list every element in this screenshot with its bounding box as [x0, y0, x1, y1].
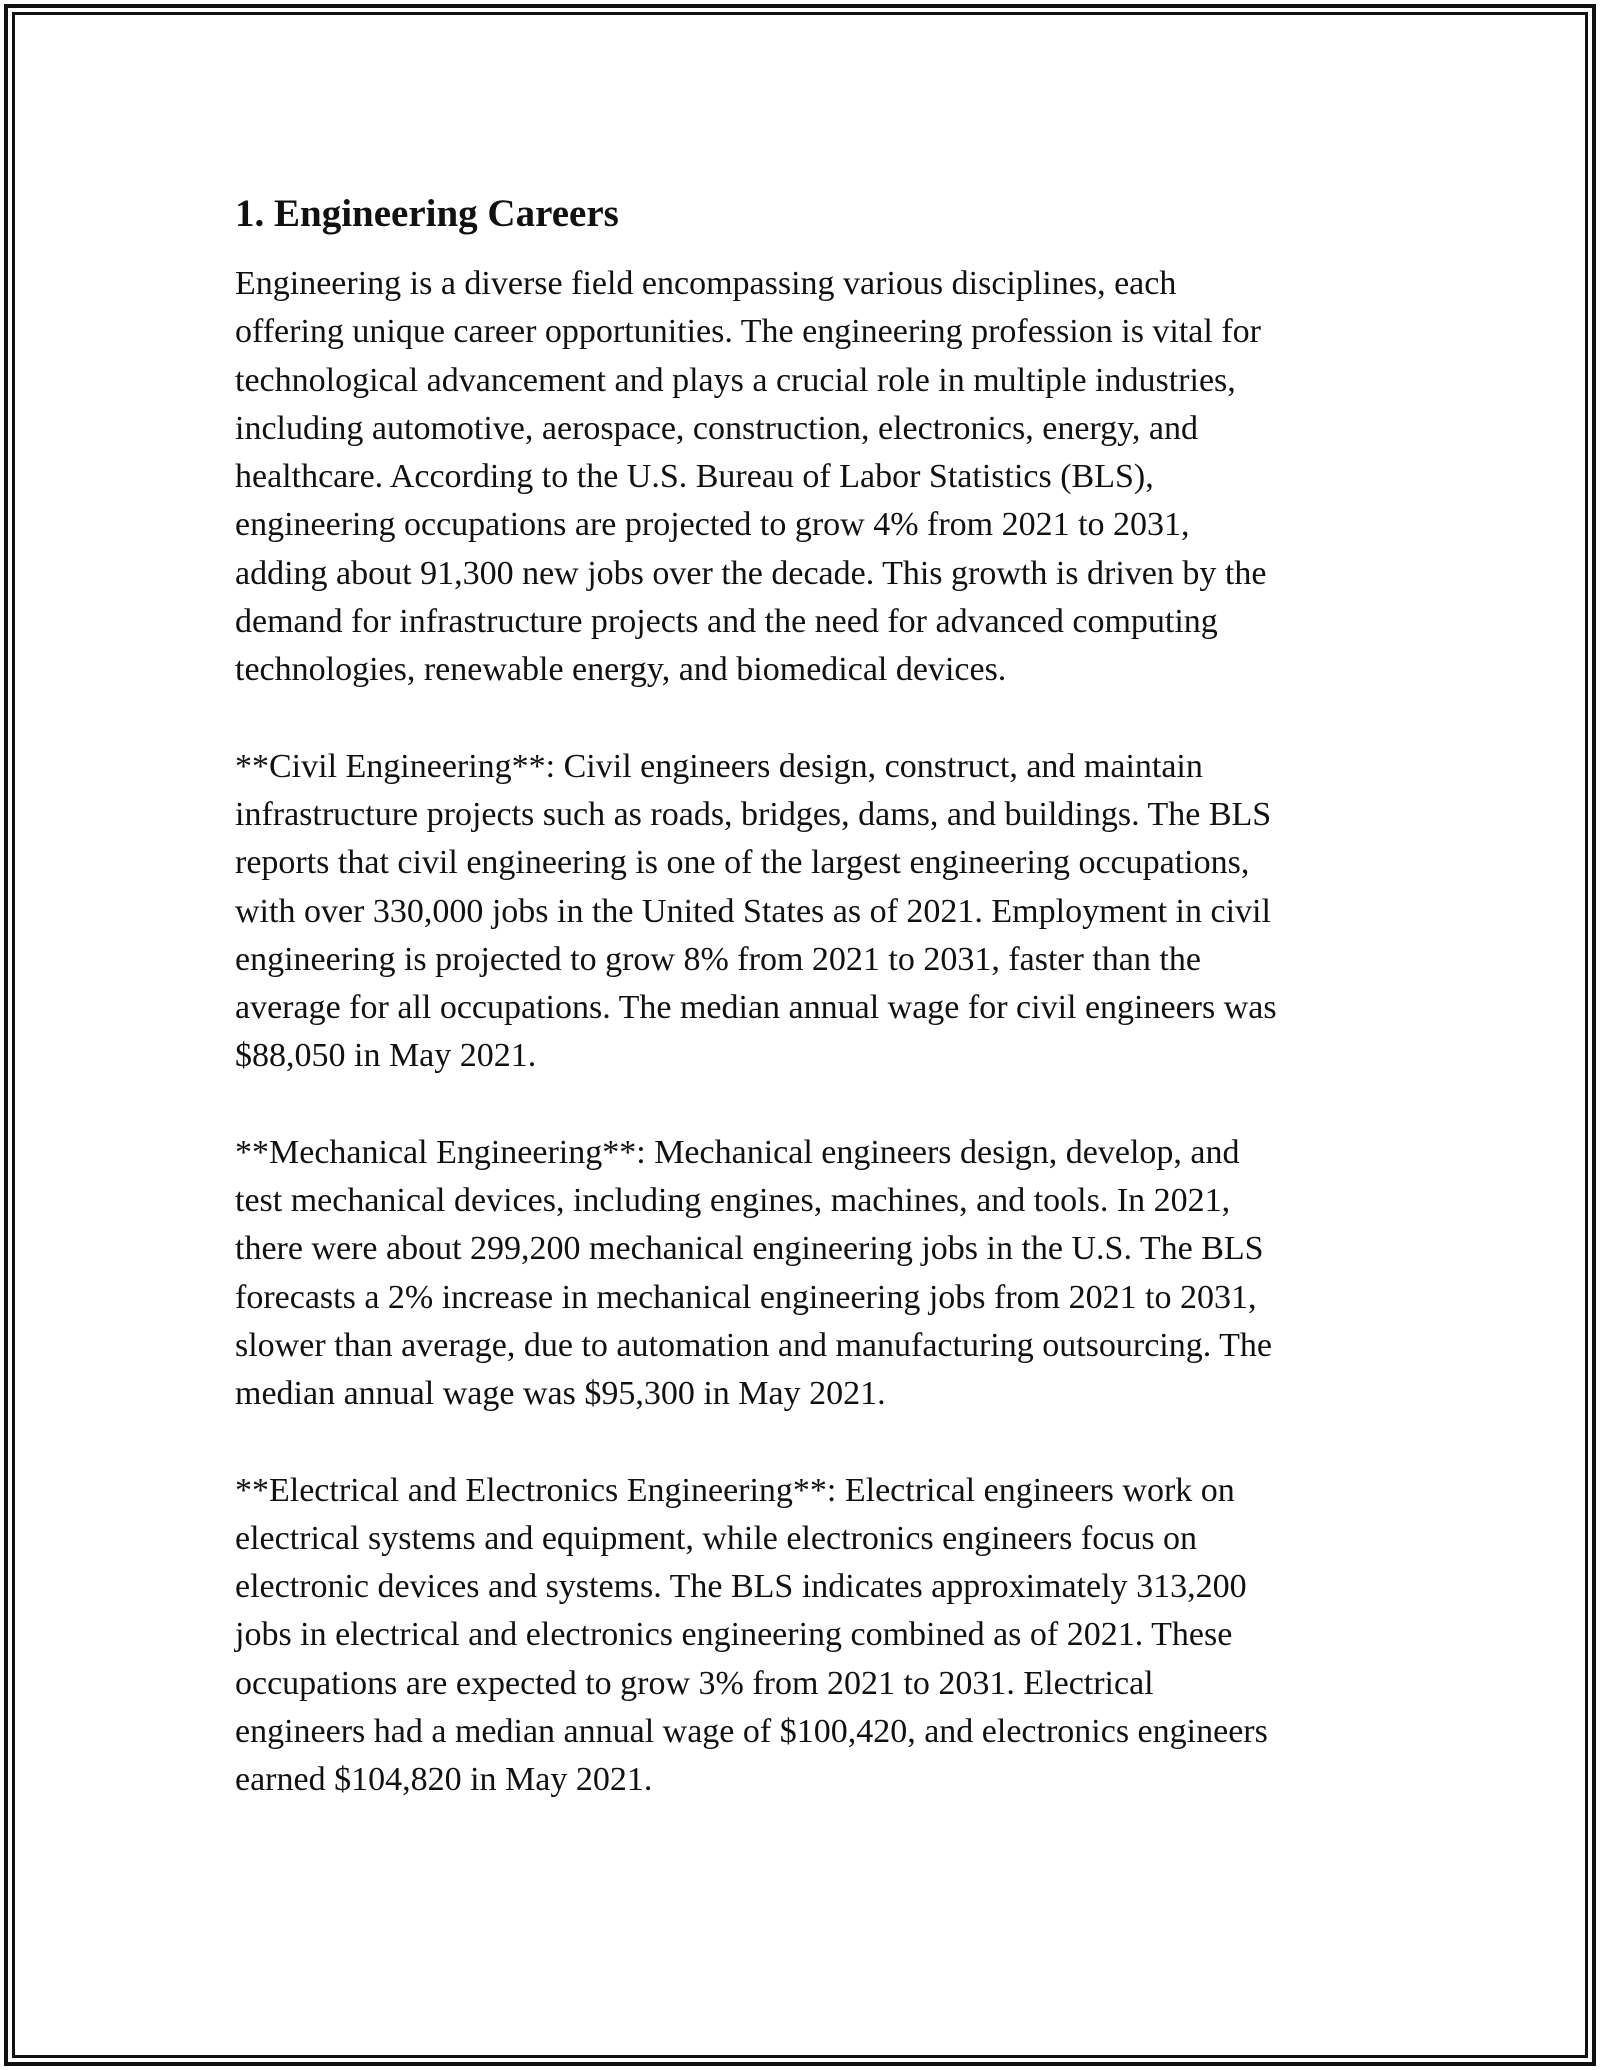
paragraph-line: with over 330,000 jobs in the United States as of 2021. Employment in civil	[235, 892, 1271, 930]
paragraph-line: Engineering is a diverse field encompassing various disciplines, each	[235, 265, 1177, 302]
paragraph-line: **Civil Engineering**: Civil engineers design, construct, and maintain	[235, 747, 1203, 785]
intro-paragraph	[235, 260, 1385, 695]
paragraph-line: there were about 299,200 mechanical engineering jobs in the U.S. The BLS	[235, 1230, 1264, 1268]
civil-engineering-paragraph	[235, 743, 1385, 1081]
paragraph-line: adding about 91,300 new jobs over the decade. This growth is driven by the	[235, 554, 1267, 592]
paragraph-line: **Mechanical Engineering**: Mechanical engineers design, develop, and	[235, 1133, 1240, 1171]
paragraph-line: engineers had a median annual wage of $100,420, and electronics engineers	[235, 1713, 1268, 1751]
paragraph-line: jobs in electrical and electronics engineering combined as of 2021. These	[235, 1616, 1233, 1654]
paragraph-line: occupations are expected to grow 3% from 2021 to 2031. Electrical	[235, 1664, 1154, 1702]
paragraph-line: infrastructure projects such as roads, bridges, dams, and buildings. The BLS	[235, 795, 1272, 833]
paragraph-line: electronic devices and systems. The BLS indicates approximately 313,200	[235, 1568, 1247, 1606]
paragraph-line: including automotive, aerospace, construction, electronics, energy, and	[235, 409, 1199, 447]
paragraph-line: test mechanical devices, including engines, machines, and tools. In 2021,	[235, 1182, 1231, 1220]
paragraph-line: forecasts a 2% increase in mechanical engineering jobs from 2021 to 2031,	[235, 1278, 1257, 1316]
paragraph-line: engineering is projected to grow 8% from 2021 to 2031, faster than the	[235, 940, 1201, 978]
paragraph-line: technologies, renewable energy, and biomedical devices.	[235, 651, 1007, 689]
paragraph-line: demand for infrastructure projects and the need for advanced computing	[235, 603, 1218, 641]
paragraph-line: engineering occupations are projected to grow 4% from 2021 to 2031,	[235, 506, 1190, 544]
paragraph-line: median annual wage was $95,300 in May 2021.	[235, 1375, 886, 1413]
section-heading: 1. Engineering Careers	[235, 192, 619, 235]
paragraph-line: **Electrical and Electronics Engineering**: Electrical engineers work on	[235, 1471, 1235, 1509]
paragraph-line: electrical systems and equipment, while electronics engineers focus on	[235, 1519, 1198, 1557]
mechanical-engineering-paragraph	[235, 1129, 1385, 1419]
paragraph-line: healthcare. According to the U.S. Bureau of Labor Statistics (BLS),	[235, 458, 1154, 496]
paragraph-line: slower than average, due to automation and manufacturing outsourcing. The	[235, 1326, 1272, 1364]
paragraph-line: $88,050 in May 2021.	[235, 1037, 537, 1075]
document-body	[235, 188, 1385, 1805]
electrical-engineering-paragraph	[235, 1467, 1385, 1805]
paragraph-line: reports that civil engineering is one of the largest engineering occupations,	[235, 844, 1250, 882]
paragraph-line: offering unique career opportunities. The engineering profession is vital for	[235, 313, 1261, 351]
paragraph-line: average for all occupations. The median annual wage for civil engineers was	[235, 989, 1277, 1027]
paragraph-line: earned $104,820 in May 2021.	[235, 1761, 653, 1799]
paragraph-line: technological advancement and plays a crucial role in multiple industries,	[235, 361, 1236, 399]
